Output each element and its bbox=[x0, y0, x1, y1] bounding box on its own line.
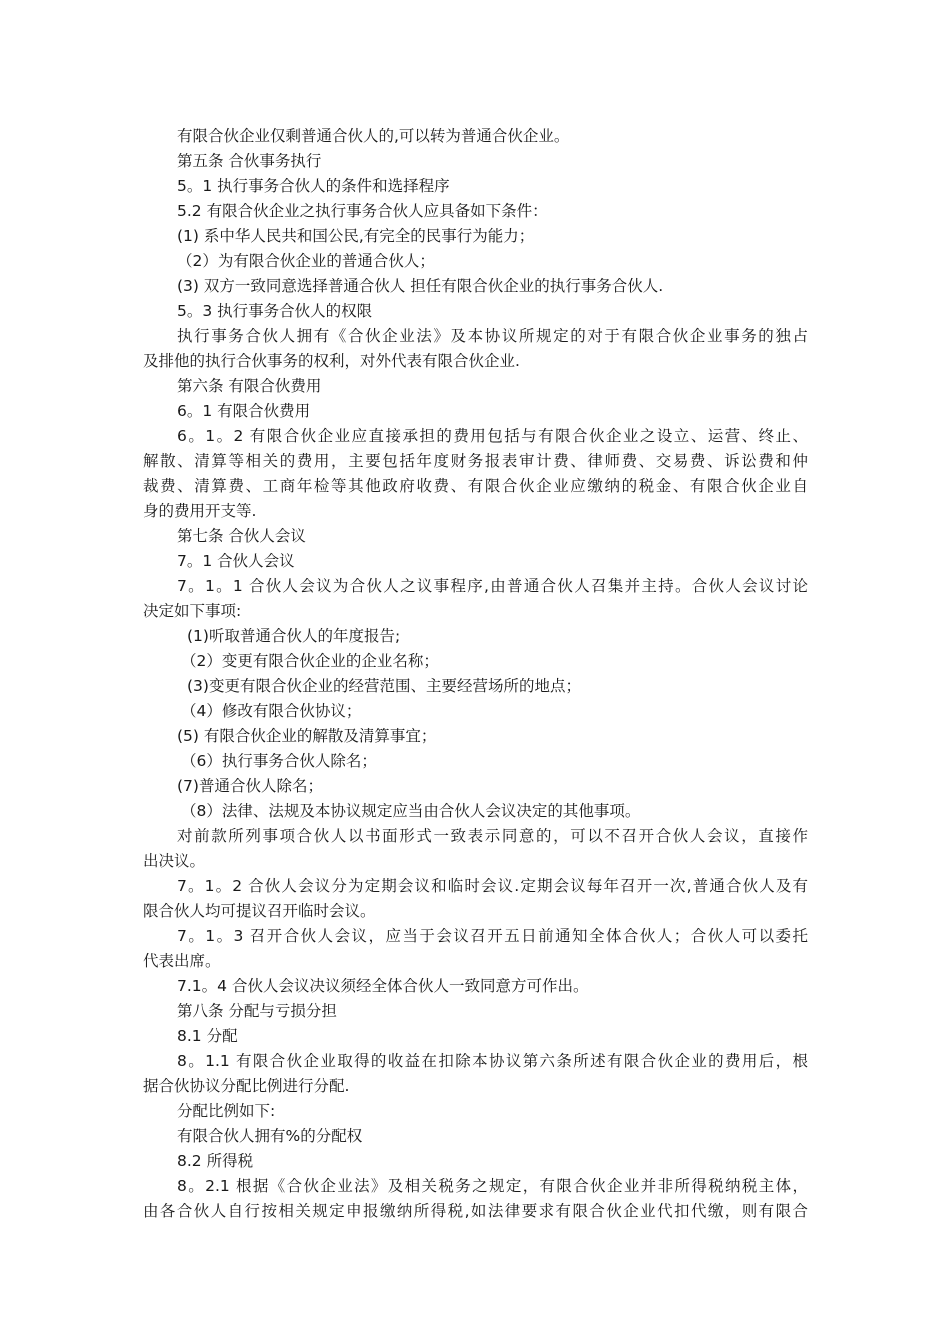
list-item: （2）为有限合伙企业的普通合伙人； bbox=[177, 252, 435, 270]
section-heading: 第五条 合伙事务执行 bbox=[177, 152, 322, 170]
text-line: 8.2 所得税 bbox=[177, 1152, 254, 1170]
text-line: 5.2 有限合伙企业之执行事务合伙人应具备如下条件： bbox=[177, 202, 548, 220]
text-line: 据合伙协议分配比例进行分配. bbox=[143, 1077, 350, 1095]
text-line: 分配比例如下: bbox=[177, 1102, 276, 1120]
text-line: 7。1 合伙人会议 bbox=[177, 552, 295, 570]
list-item: （8）法律、法规及本协议规定应当由合伙人会议决定的其他事项。 bbox=[181, 802, 641, 820]
text-line: 6。1。2 有限合伙企业应直接承担的费用包括与有限合伙企业之设立、运营、终止、 bbox=[177, 427, 808, 445]
text-line: 及排他的执行合伙事务的权利，对外代表有限合伙企业. bbox=[143, 352, 520, 370]
text-line: 6。1 有限合伙费用 bbox=[177, 402, 311, 420]
text-line: 8。2.1 根据《合伙企业法》及相关税务之规定，有限合伙企业并非所得税纳税主体， bbox=[177, 1177, 808, 1195]
text-line: 决定如下事项: bbox=[143, 602, 242, 620]
text-line: 5。3 执行事务合伙人的权限 bbox=[177, 302, 373, 320]
text-line: 7.1。4 合伙人会议决议须经全体合伙人一致同意方可作出。 bbox=[177, 977, 589, 995]
text-line: 7。1。1 合伙人会议为合伙人之议事程序,由普通合伙人召集并主持。合伙人会议讨论 bbox=[177, 577, 808, 595]
text-line: 8.1 分配 bbox=[177, 1027, 238, 1045]
text-line: 5。1 执行事务合伙人的条件和选择程序 bbox=[177, 177, 450, 195]
text-line: 7。1。3 召开合伙人会议，应当于会议召开五日前通知全体合伙人；合伙人可以委托 bbox=[177, 927, 808, 945]
text-line: 由各合伙人自行按相关规定申报缴纳所得税,如法律要求有限合伙企业代扣代缴，则有限合 bbox=[143, 1202, 808, 1220]
text-line: 有限合伙人拥有%的分配权 bbox=[177, 1127, 363, 1145]
text-line: 限合伙人均可提议召开临时会议。 bbox=[143, 902, 376, 920]
list-item: (7)普通合伙人除名； bbox=[177, 777, 323, 795]
text-line: 有限合伙企业仅剩普通合伙人的,可以转为普通合伙企业。 bbox=[177, 127, 570, 145]
list-item: （4）修改有限合伙协议； bbox=[181, 702, 362, 720]
section-heading: 第八条 分配与亏损分担 bbox=[177, 1002, 337, 1020]
text-line: 对前款所列事项合伙人以书面形式一致表示同意的，可以不召开合伙人会议，直接作 bbox=[177, 827, 808, 845]
list-item: （2）变更有限合伙企业的企业名称； bbox=[181, 652, 439, 670]
list-item: (1)听取普通合伙人的年度报告; bbox=[187, 627, 401, 645]
section-heading: 第六条 有限合伙费用 bbox=[177, 377, 322, 395]
list-item: (3) 双方一致同意选择普通合伙人 担任有限合伙企业的执行事务合伙人. bbox=[177, 277, 664, 295]
list-item: (1) 系中华人民共和国公民,有完全的民事行为能力； bbox=[177, 227, 535, 245]
text-line: 裁费、清算费、工商年检等其他政府收费、有限合伙企业应缴纳的税金、有限合伙企业自 bbox=[143, 477, 808, 495]
text-line: 8。1.1 有限合伙企业取得的收益在扣除本协议第六条所述有限合伙企业的费用后，根 bbox=[177, 1052, 808, 1070]
list-item: （6）执行事务合伙人除名； bbox=[181, 752, 377, 770]
list-item: (5) 有限合伙企业的解散及清算事宜； bbox=[177, 727, 437, 745]
text-line: 代表出席。 bbox=[143, 952, 221, 970]
text-line: 解散、清算等相关的费用，主要包括年度财务报表审计费、律师费、交易费、诉讼费和仲 bbox=[143, 452, 808, 470]
text-line: 7。1。2 合伙人会议分为定期会议和临时会议.定期会议每年召开一次,普通合伙人及有 bbox=[177, 877, 808, 895]
list-item: (3)变更有限合伙企业的经营范围、主要经营场所的地点； bbox=[187, 677, 581, 695]
document-body bbox=[143, 124, 808, 1224]
text-line: 身的费用开支等. bbox=[143, 502, 257, 520]
section-heading: 第七条 合伙人会议 bbox=[177, 527, 306, 545]
text-line: 出决议。 bbox=[143, 852, 206, 870]
text-line: 执行事务合伙人拥有《合伙企业法》及本协议所规定的对于有限合伙企业事务的独占 bbox=[177, 327, 808, 345]
